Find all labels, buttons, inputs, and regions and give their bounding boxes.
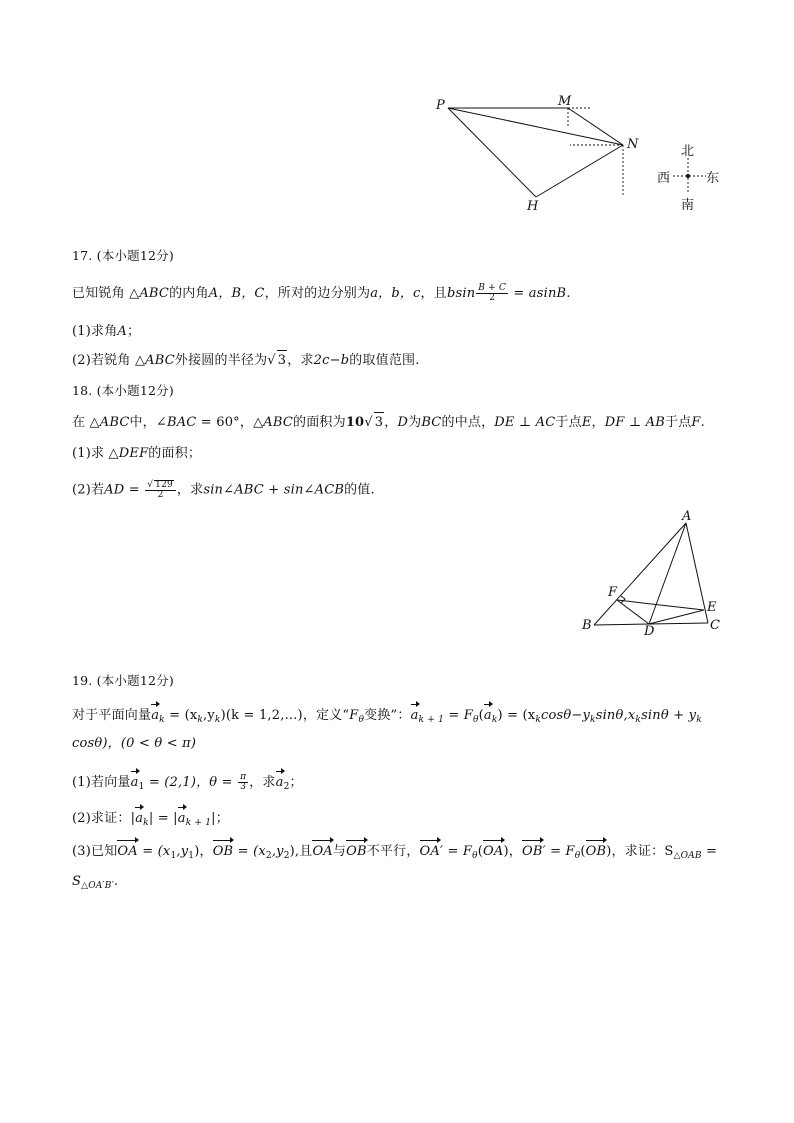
segment-ph: [448, 108, 536, 197]
segment-hn: [536, 145, 623, 197]
label-e: E: [707, 600, 717, 615]
segment-ad: [649, 523, 686, 624]
q17-fraction: $\frac{B + C}{2}$: [478, 283, 507, 303]
q17-header: 17. (本小题12分): [72, 248, 174, 263]
figure-1-lines: [448, 108, 623, 197]
q19-definition-line2: cosθ)，(0 < θ < π): [72, 736, 197, 751]
segment-pn: [448, 108, 623, 145]
q19-header: 19. (本小题12分): [72, 673, 174, 688]
compass-center: [686, 174, 690, 178]
q18-part1: (1)求 △DEF的面积；: [72, 446, 202, 461]
q18-header: 18. (本小题12分): [72, 383, 174, 398]
compass-south: 南: [681, 198, 695, 213]
q18-fraction: $\frac{√ 129}{2}$: [145, 480, 176, 500]
q19-part3: (3)已知OA = $(x_1,y_1)$，OB = $(x_2,y_2)$,且OA与OB不平行，$OA' = F_\theta(OA)$，$OB' = F_\theta(OB)$，求证：$S_{\triangle OAB}$ =: [72, 839, 717, 866]
compass-north: 北: [681, 144, 695, 159]
q18-stem: 在 △ABC中，∠BAC = 60°，△ABC的面积为10√ 3，D为BC的中点，DE ⊥ AC于点E，DF ⊥ AB于点F.: [72, 412, 705, 433]
label-f: F: [608, 585, 618, 600]
right-angle-f: [621, 596, 625, 603]
q19-part3-line2: $S_{\triangle OA'B'}$.: [72, 874, 119, 891]
label-h: H: [527, 199, 539, 214]
q17-part1: (1)求角A；: [72, 324, 141, 339]
q19-part2: (2)求证：$|a_k| = |a_{k + 1}|$；: [72, 806, 229, 833]
compass-west: 西: [657, 171, 671, 186]
figure-1-dashes: [568, 108, 623, 195]
q17-part2: (2)若锐角 △ABC外接圆的半径为√ 3，求2c−b的取值范围.: [72, 350, 420, 371]
label-c: C: [710, 618, 720, 633]
label-a: A: [682, 509, 692, 524]
q17-stem: 已知锐角 △ABC的内角A，B，C，所对的边分别为a，b，c，且bsin $\frac{B + C}{2}$ = asinB.: [72, 283, 571, 303]
figure-2-triangle: [585, 515, 725, 640]
q19-part1: (1)若向量$a_1 = (2,1)$，θ = $\frac{\pi}{3}$ ，求$a_2$；: [72, 772, 303, 792]
label-d: D: [644, 624, 655, 639]
segment-ab: [594, 523, 686, 625]
label-n: N: [627, 137, 639, 152]
label-b: B: [582, 618, 592, 633]
label-m: M: [558, 94, 572, 109]
q19-definition-line1: 对于平面向量$a_k = (x_k,y_k)(k = 1,2,...)$，定义“$F_\theta$变换”：$a_{k + 1} = F_\theta(a_k) = (x_k\cos\theta-y_k\sin\theta,x_k\sin\theta + y_k$: [72, 703, 702, 730]
segment-fe: [617, 600, 704, 610]
label-p: P: [436, 98, 445, 113]
segment-de: [649, 610, 704, 624]
q18-part2: (2)若AD = $\frac{√ 129}{2}$ ，求sin∠ABC + sin∠ACB的值.: [72, 480, 375, 500]
compass-east: 东: [706, 171, 720, 186]
